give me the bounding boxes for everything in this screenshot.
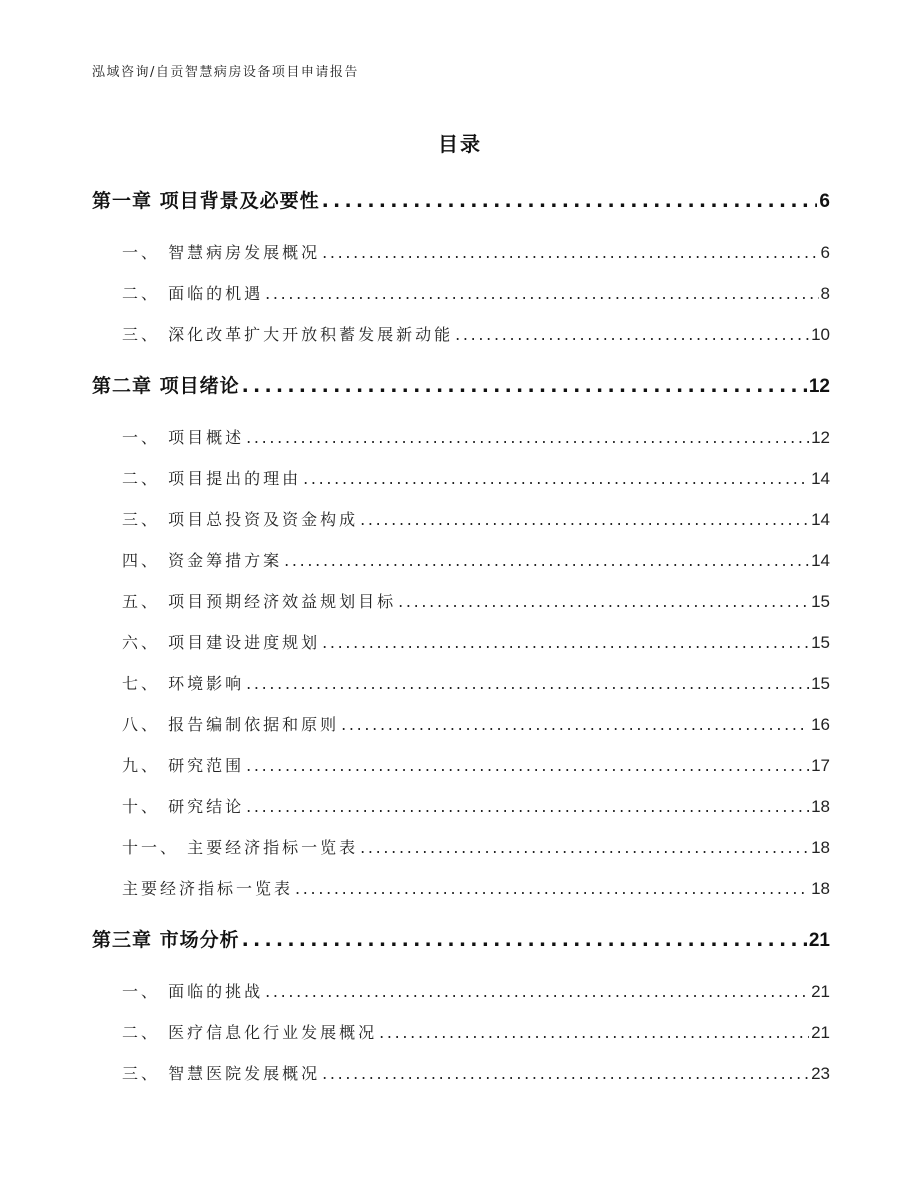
toc-entry-section[interactable] — [92, 281, 830, 304]
dot-leader — [303, 469, 809, 488]
toc-entry-label: 第二章 项目绪论 — [92, 375, 240, 397]
toc-page-number: 14 — [811, 551, 830, 570]
toc-entry-section[interactable] — [92, 548, 830, 571]
toc-page-number: 23 — [811, 1064, 830, 1083]
dot-leader — [322, 243, 818, 262]
toc-page-number: 14 — [811, 469, 830, 488]
toc-page-number: 12 — [811, 428, 830, 447]
toc-entry-label: 三、 深化改革扩大开放积蓄发展新动能 — [122, 325, 454, 344]
toc-entry-chapter-2[interactable] — [92, 371, 830, 398]
dot-leader — [398, 592, 809, 611]
dot-leader — [246, 756, 809, 775]
toc-page-number: 8 — [820, 284, 830, 303]
dot-leader — [246, 797, 809, 816]
toc-title: 目录 — [438, 132, 482, 156]
toc-entry-section[interactable] — [92, 1061, 830, 1084]
dot-leader — [322, 190, 818, 212]
dot-leader — [242, 929, 807, 951]
toc-entry-label: 六、 项目建设进度规划 — [122, 633, 321, 652]
toc-entry-section[interactable] — [92, 589, 830, 612]
toc-entry-section[interactable] — [92, 240, 830, 263]
toc-page-number: 21 — [811, 1023, 830, 1042]
toc-page-number: 21 — [811, 982, 830, 1001]
toc-page-number: 18 — [811, 797, 830, 816]
toc-entry-label: 一、 面临的挑战 — [122, 982, 264, 1001]
toc-entry-section[interactable] — [92, 876, 830, 899]
toc-entry-section[interactable] — [92, 630, 830, 653]
toc-entry-label: 第三章 市场分析 — [92, 929, 240, 951]
dot-leader — [360, 838, 809, 857]
dot-leader — [295, 879, 809, 898]
toc-entry-section[interactable] — [92, 466, 830, 489]
toc-entry-label: 第一章 项目背景及必要性 — [92, 190, 320, 212]
toc-entry-label: 二、 面临的机遇 — [122, 284, 264, 303]
toc-page-number: 17 — [811, 756, 830, 775]
toc-page-number: 16 — [811, 715, 830, 734]
toc-entry-label: 七、 环境影响 — [122, 674, 245, 693]
toc-page-number: 14 — [811, 510, 830, 529]
dot-leader — [265, 982, 809, 1001]
toc-entry-label: 主要经济指标一览表 — [122, 879, 294, 898]
dot-leader — [379, 1023, 809, 1042]
toc-entry-label: 十、 研究结论 — [122, 797, 245, 816]
toc-entry-label: 三、 项目总投资及资金构成 — [122, 510, 359, 529]
toc-entry-section[interactable] — [92, 979, 830, 1002]
toc-entry-chapter-1[interactable] — [92, 186, 830, 213]
toc-entry-section[interactable] — [92, 712, 830, 735]
toc-entry-section[interactable] — [92, 753, 830, 776]
dot-leader — [455, 325, 809, 344]
dot-leader — [322, 1064, 809, 1083]
toc-page-number: 18 — [811, 879, 830, 898]
dot-leader — [265, 284, 818, 303]
toc-entry-chapter-3[interactable] — [92, 925, 830, 952]
toc-entry-section[interactable] — [92, 1020, 830, 1043]
toc-entry-section[interactable] — [92, 425, 830, 448]
toc-page-number: 6 — [819, 191, 830, 212]
toc-entry-label: 五、 项目预期经济效益规划目标 — [122, 592, 397, 611]
toc-page-number: 15 — [811, 592, 830, 611]
dot-leader — [246, 428, 809, 447]
toc-entry-label: 一、 智慧病房发展概况 — [122, 243, 321, 262]
dot-leader — [246, 674, 809, 693]
toc-entry-label: 四、 资金筹措方案 — [122, 551, 283, 570]
toc-entry-section[interactable] — [92, 322, 830, 345]
toc-entry-label: 二、 医疗信息化行业发展概况 — [122, 1023, 378, 1042]
toc-entry-label: 八、 报告编制依据和原则 — [122, 715, 340, 734]
toc-entry-section[interactable] — [92, 671, 830, 694]
toc-page-number: 21 — [808, 930, 830, 951]
running-header: 泓域咨询/自贡智慧病房设备项目申请报告 — [92, 65, 359, 80]
dot-leader — [242, 375, 807, 397]
toc-entry-label: 一、 项目概述 — [122, 428, 245, 447]
toc-page-number: 12 — [808, 376, 830, 397]
toc-page-number: 15 — [811, 633, 830, 652]
toc-page-number: 15 — [811, 674, 830, 693]
toc-page-number: 10 — [811, 325, 830, 344]
toc-entry-label: 三、 智慧医院发展概况 — [122, 1064, 321, 1083]
toc-page-number: 6 — [820, 243, 830, 262]
toc-entry-section[interactable] — [92, 794, 830, 817]
toc-entry-label: 九、 研究范围 — [122, 756, 245, 775]
dot-leader — [322, 633, 809, 652]
dot-leader — [360, 510, 809, 529]
toc-entry-section[interactable] — [92, 835, 830, 858]
dot-leader — [284, 551, 809, 570]
toc-entry-label: 二、 项目提出的理由 — [122, 469, 302, 488]
dot-leader — [341, 715, 809, 734]
toc-page-number: 18 — [811, 838, 830, 857]
toc-entry-label: 十一、 主要经济指标一览表 — [122, 838, 359, 857]
toc-entry-section[interactable] — [92, 507, 830, 530]
